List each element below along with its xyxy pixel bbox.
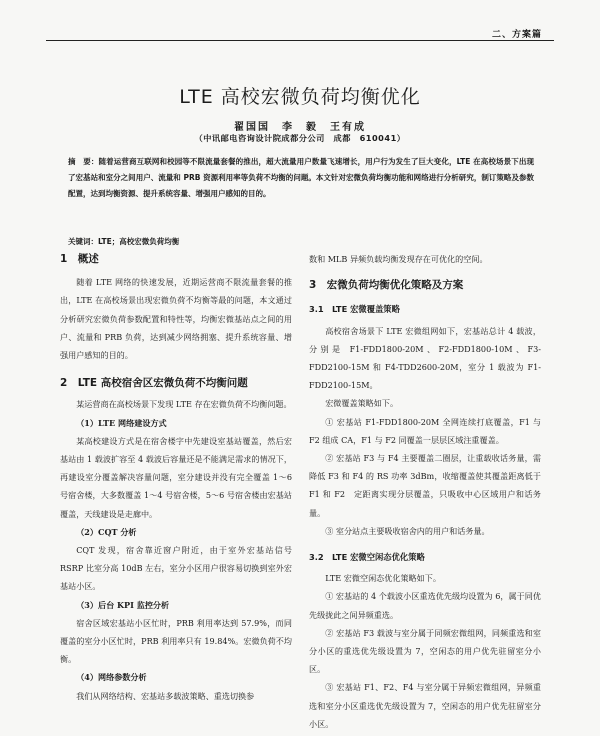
keywords [68,236,534,247]
paper-title: LTE 高校宏微负荷均衡优化 [179,86,421,108]
subsection-3-1-lead: 宏微覆盖策略如下。 [325,398,399,409]
subsection-3-1-item-2: ② 宏基站 F3 与 F4 主要覆盖二圈层，让重载收话务量，需降低 F3 和 F4 的 RS 功率 3dBm，收缩覆盖使其覆盖距离低于 F1 和 F2 定距离实现分层覆盖，只吸收中心区域用户和话务量。 [309,453,541,518]
subsection-2-1-heading: （1）LTE 网络建设方式 [76,417,167,428]
section-3-heading: 3 宏微负荷均衡优化策略及方案 [309,279,464,292]
section-2-heading: 2 LTE 高校宿舍区宏微负荷不均衡问题 [60,377,248,390]
right-column [309,250,541,733]
subsection-2-3-paragraph: 宿舍区域宏基站小区忙时，PRB 利用率达到 57.9%，而同覆盖的室分小区忙时，PRB 利用率只有 19.84%。宏微负荷不均衡。 [60,617,292,665]
subsection-2-3-heading: （3）后台 KPI 监控分析 [76,599,170,610]
section-1-heading: 1 概述 [60,253,99,265]
subsection-3-2-item-3: ③ 宏基站 F1、F2、F4 与室分属于异频宏微组网，异频重选和室分小区重选优先级设置为 7，空闲态的用户优先驻留室分小区。 [309,682,541,729]
subsection-2-4-paragraph: 我们从网络结构、宏基站多载波策略、重选切换参 [76,690,255,701]
subsection-3-1-item-3: ③ 室分站点主要吸收宿舍内的用户和话务量。 [325,525,490,536]
subsection-3-2-heading: 3.2 LTE 宏微空闲态优化策略 [309,552,425,563]
subsection-2-4-heading: （4）网络参数分析 [76,672,147,683]
section-1-paragraph: 随着 LTE 网络的快速发展，近期运营商不限流量套餐的推出，LTE 在高校场景出现宏微负荷不均衡等最的问题，本文通过分析研究宏微负荷参数配置和特性等，均衡宏微基站点之间的用户、流量和 PRB 负荷，达到减少网络拥塞、提升系统容量、增强用户感知的目的。 [60,277,292,361]
subsection-3-2-lead: LTE 宏微空闲态优化策略如下。 [325,573,441,584]
keywords-text: LTE；高校宏微负荷均衡 [98,237,180,246]
authors: 翟国国 李 毅 王有成 [234,122,366,133]
affiliation: （中讯邮电咨询设计院成都分公司 成都 610041） [194,133,406,143]
subsection-3-1-item-1: ① 宏基站 F1-FDD1800-20M 全网连续打底覆盖，F1 与 F2 组成 CA，F1 与 F2 同覆盖一层层区域注重覆盖。 [309,416,541,445]
abstract-text: 随着运营商互联网和校园等不限流量套餐的推出，超大流量用户数量飞速增长，用户行为发生了巨大变化，LTE 在高校场景下出现了宏基站和室分之间用户、流量和 PRB 资源利用率等负荷不均衡的问题。本文针对宏微负荷均衡功能和网络进行分析研究，制订策略及参数配置，达到均衡资源、提升系统容量、增强用户感知的目的。 [68,157,534,198]
subsection-3-2-item-1: ① 宏基站的 4 个载波小区重选优先级均设置为 6，属于同优先级拢此之间异频重选。 [309,591,541,620]
header-rule [46,40,554,41]
abstract-label: 摘 要： [68,157,99,166]
left-column [60,250,292,705]
section-2-intro: 某运营商在高校场景下发现 LTE 存在宏微负荷不均衡问题。 [76,399,292,410]
subsection-3-1-heading: 3.1 LTE 宏微覆盖策略 [309,304,400,315]
section-tag: 二、方案篇 [491,30,542,40]
subsection-3-2-item-2: ② 宏基站 F3 载波与室分属于同频宏微组网，同频重选和室分小区的重选优先级设置为 7，空闲态的用户优先驻留室分小区。 [309,627,541,675]
subsection-2-2-paragraph: CQT 发现，宿舍靠近窗户附近，由于室外宏基站信号 RSRP 比室分高 10dB 左右，室分小区用户很容易切换到室外宏基站小区。 [60,545,292,592]
subsection-2-2-heading: （2）CQT 分析 [76,526,137,537]
continued-paragraph: 数和 MLB 异频负载均衡发现存在可优化的空间。 [309,254,488,264]
abstract [68,154,534,201]
keywords-label: 关键词： [68,237,98,246]
subsection-2-1-paragraph: 某高校建设方式是在宿舍楼字中先建设室基站覆盖，然后宏基站由 1 载波扩容至 4 载波后容量还是不能满足需求的情况下，再建设室分覆盖解决容量问题，室分建设并没有完全覆盖 1～6 号宿舍楼，大多数覆盖 1～4 号宿舍楼，5～6 号宿舍楼由宏基站覆盖，天线建设是走廊中。 [60,435,292,519]
subsection-3-1-paragraph: 高校宿舍场景下 LTE 宏微组网如下，宏基站总计 4 载波，分别是 F1-FDD1800-20M、F2-FDD1800-10M、F3-FDD2100-15M 和 F4-TDD2600-20M，室分 1 载波为 F1-FDD2100-15M。 [309,325,541,391]
